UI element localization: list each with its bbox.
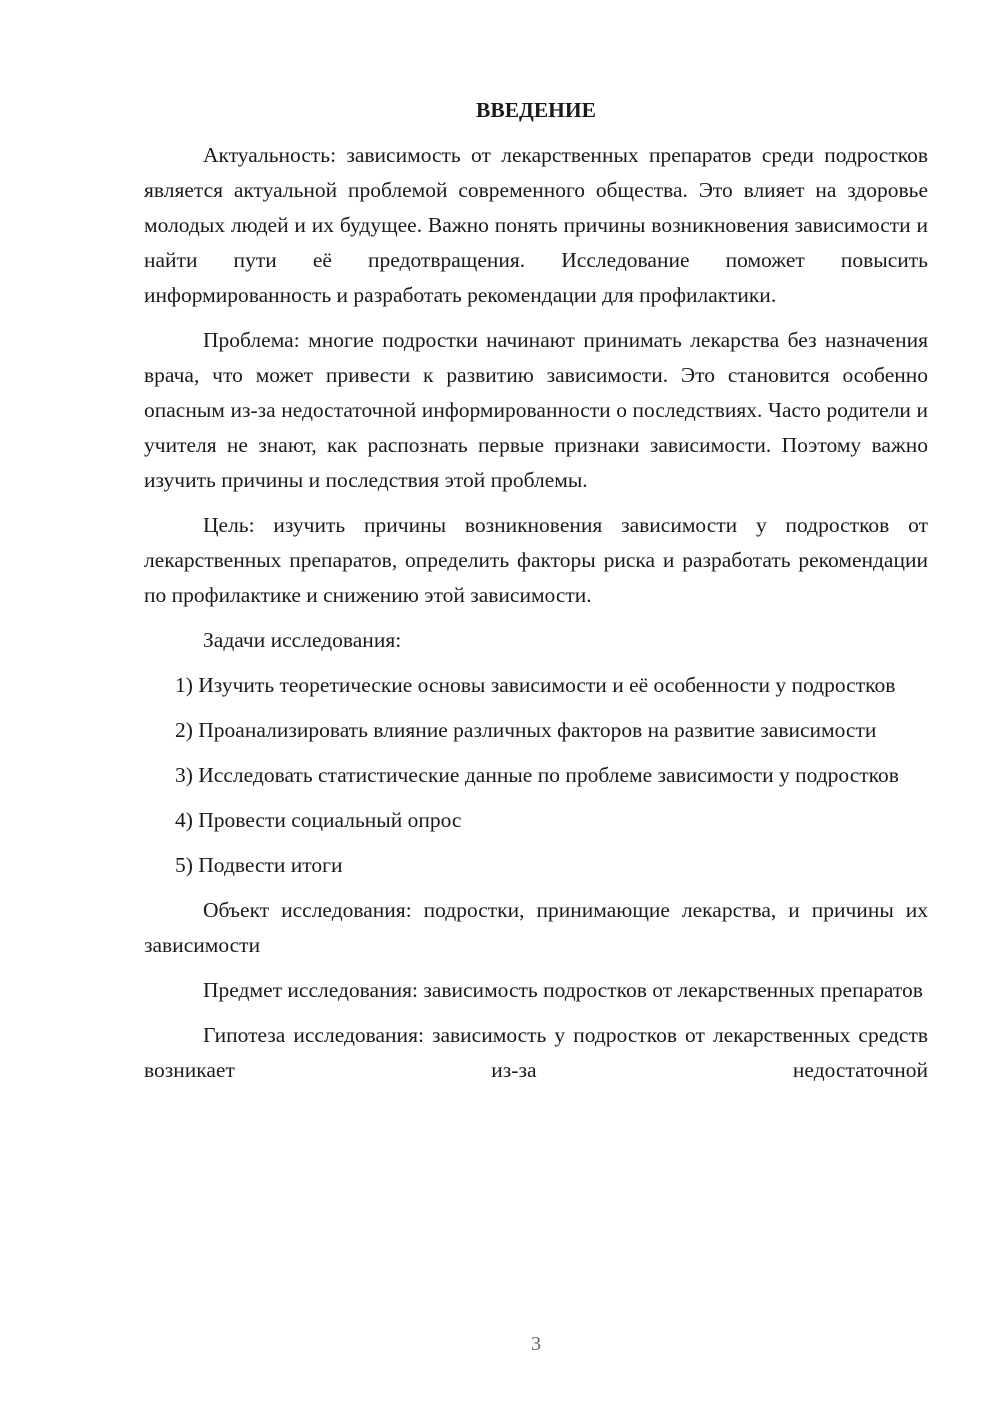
tasks-heading: Задачи исследования:	[203, 628, 402, 652]
paragraph-goal: Цель: изучить причины возникновения зависимости у подростков от лекарственных препаратов, определить факторы риска и разработать рекомендации по профилактике и снижению этой зависимости.	[144, 513, 928, 607]
task-item-1: 1) Изучить теоретические основы зависимости и её особенности у подростков	[175, 673, 896, 697]
paragraph-problem: Проблема: многие подростки начинают принимать лекарства без назначения врача, что может привести к развитию зависимости. Это становится особенно опасным из-за недостаточной информированности о последствиях. Часто родители и учителя не знают, как распознать первые признаки зависимости. Поэтому важно изучить причины и последствия этой проблемы.	[144, 328, 928, 492]
paragraph-hypothesis: Гипотеза исследования: зависимость у подростков от лекарственных средств возникает из-за недостаточной	[144, 1023, 928, 1082]
paragraph-subject: Предмет исследования: зависимость подростков от лекарственных препаратов	[203, 978, 923, 1002]
task-item-3: 3) Исследовать статистические данные по проблеме зависимости у подростков	[175, 763, 899, 787]
section-title: ВВЕДЕНИЕ	[476, 98, 596, 122]
page-number: 3	[531, 1333, 541, 1355]
task-item-4: 4) Провести социальный опрос	[175, 808, 462, 832]
page-content	[144, 93, 928, 1088]
paragraph-object: Объект исследования: подростки, принимающие лекарства, и причины их зависимости	[144, 898, 928, 957]
task-item-2: 2) Проанализировать влияние различных факторов на развитие зависимости	[175, 718, 877, 742]
task-item-5: 5) Подвести итоги	[175, 853, 343, 877]
paragraph-relevance: Актуальность: зависимость от лекарственных препаратов среди подростков является актуальной проблемой современного общества. Это влияет на здоровье молодых людей и их будущее. Важно понять причины возникновения зависимости и найти пути её предотвращения. Исследование поможет повысить информированность и разработать рекомендации для профилактики.	[144, 143, 928, 307]
